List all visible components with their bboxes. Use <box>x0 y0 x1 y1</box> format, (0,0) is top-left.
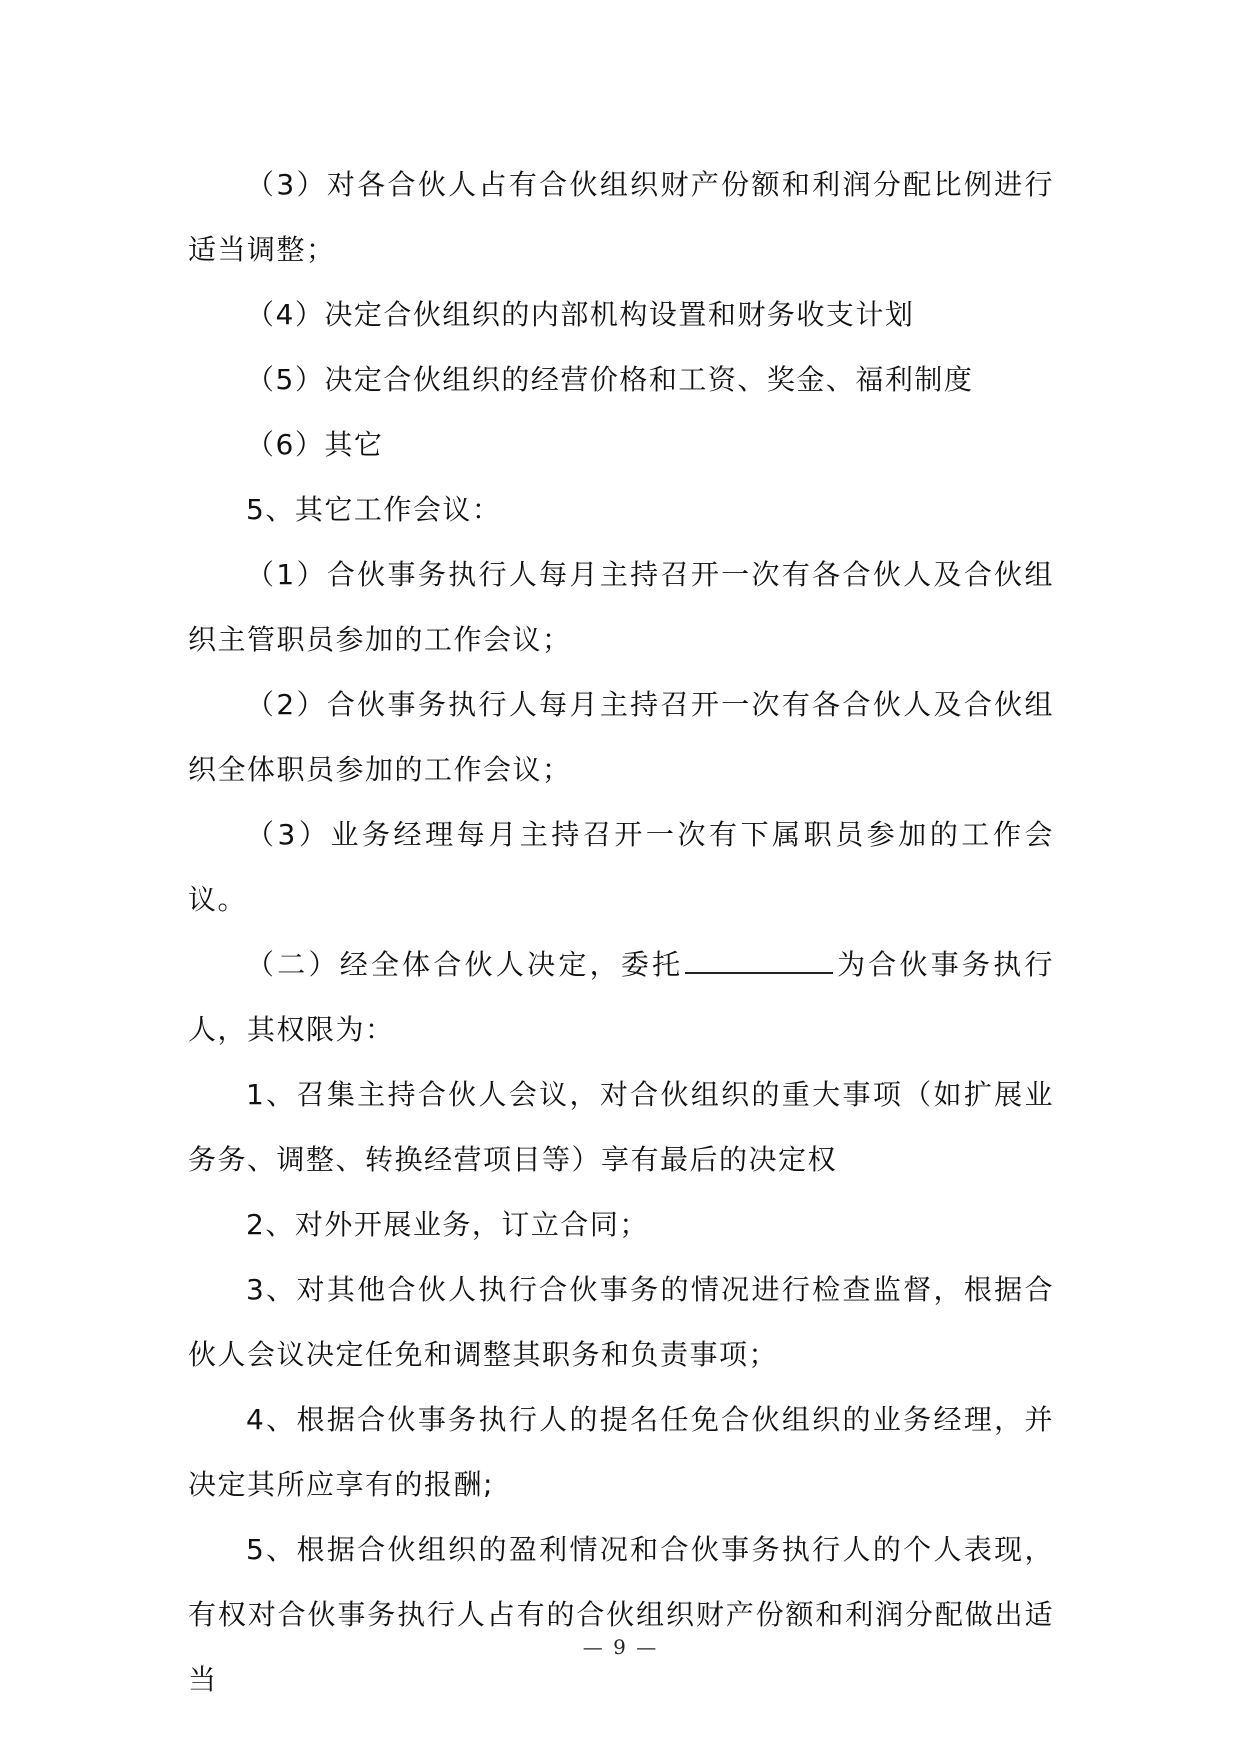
paragraph-5-pricing-wages: （5）决定合伙组织的经营价格和工资、奖金、福利制度 <box>246 363 974 396</box>
paragraph-meeting-1: （1）合伙事务执行人每月主持召开一次有各合伙人及合伙组织主管职员参加的工作会议； <box>188 558 1054 656</box>
paragraph-authority-1: 1、召集主持合伙人会议，对合伙组织的重大事项（如扩展业务务、调整、转换经营项目等）享有最后的决定权 <box>188 1078 1054 1176</box>
paragraph-authority-5: 5、根据合伙组织的盈利情况和合伙事务执行人的个人表现，有权对合伙事务执行人占有的合伙组织财产份额和利润分配做出适当 <box>188 1533 1054 1696</box>
executor-appointment-tail: 为合伙事务执行人，其权限为： <box>188 948 1054 1046</box>
paragraph-other-meetings-heading: 5、其它工作会议： <box>246 493 502 526</box>
executor-name-blank <box>685 946 833 974</box>
page-number: — 9 — <box>582 1635 659 1659</box>
paragraph-6-other: （6）其它 <box>246 428 384 461</box>
paragraph-3-share-adjustment: （3）对各合伙人占有合伙组织财产份额和利润分配比例进行适当调整； <box>188 168 1054 266</box>
paragraph-authority-2: 2、对外开展业务，订立合同； <box>246 1208 649 1241</box>
paragraph-executor-appointment <box>188 932 1054 1062</box>
paragraph-meeting-2: （2）合伙事务执行人每月主持召开一次有各合伙人及合伙组织全体职员参加的工作会议； <box>188 688 1054 786</box>
executor-appointment-lead: （二）经全体合伙人决定，委托 <box>246 948 684 981</box>
paragraph-authority-3: 3、对其他合伙人执行合伙事务的情况进行检查监督，根据合伙人会议决定任免和调整其职务和负责事项； <box>188 1273 1054 1371</box>
paragraph-authority-4: 4、根据合伙事务执行人的提名任免合伙组织的业务经理，并决定其所应享有的报酬; <box>188 1403 1054 1501</box>
document-body <box>188 152 1054 1712</box>
paragraph-meeting-3: （3）业务经理每月主持召开一次有下属职员参加的工作会议。 <box>188 818 1054 916</box>
paragraph-4-internal-structure: （4）决定合伙组织的内部机构设置和财务收支计划 <box>246 298 915 331</box>
